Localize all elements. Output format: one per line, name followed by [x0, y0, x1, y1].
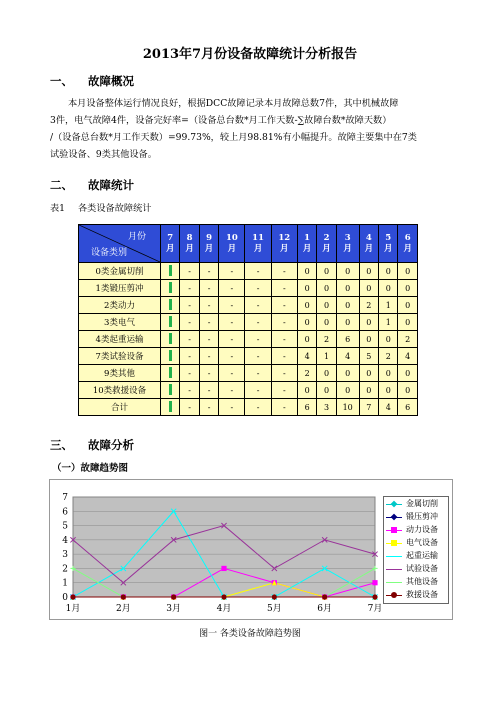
table-cell: 2: [317, 331, 336, 348]
table-row: [79, 297, 418, 314]
table-cell: 10: [336, 399, 359, 416]
month-header: [379, 225, 398, 263]
table-cell: 2: [379, 348, 398, 365]
green-marker: [169, 316, 172, 327]
table-cell: -: [219, 314, 245, 331]
legend-item: [384, 510, 448, 523]
legend-swatch: [386, 578, 402, 586]
table-cell: 4: [398, 348, 418, 365]
legend-item: [384, 575, 448, 588]
table-cell: 0: [336, 280, 359, 297]
month-unit: 月: [403, 243, 412, 254]
table-row: [79, 280, 418, 297]
table-cell: -: [271, 297, 297, 314]
section-1-title: 故障概况: [88, 74, 134, 88]
current-month-cell: [161, 314, 180, 331]
table-cell: 0: [297, 263, 316, 280]
data-point: [121, 594, 126, 599]
table-cell: 0: [297, 297, 316, 314]
y-tick-label: 6: [62, 507, 68, 518]
legend-swatch: [386, 513, 402, 521]
month-unit: 月: [364, 243, 374, 254]
table-cell: -: [219, 280, 245, 297]
legend-item: [384, 536, 448, 549]
table-cell: -: [199, 263, 218, 280]
table-cell: 0: [317, 365, 336, 382]
legend-item: [384, 549, 448, 562]
month-unit: 月: [280, 243, 289, 254]
legend-label: 起重运输: [406, 551, 438, 560]
month-header: [219, 225, 245, 263]
table-cell: -: [219, 331, 245, 348]
paragraph-line: 试验设备、9类其他设备。: [50, 149, 157, 160]
month-header: [199, 225, 218, 263]
table-cell: 6: [297, 399, 316, 416]
table-cell: -: [271, 348, 297, 365]
table-cell: 0: [398, 314, 418, 331]
legend-swatch: [386, 539, 402, 547]
green-marker: [169, 401, 172, 412]
month-header: [180, 225, 199, 263]
legend-item: [384, 588, 448, 601]
month-number: 2: [323, 232, 330, 243]
month-header: [398, 225, 418, 263]
table-cell: 0: [379, 365, 398, 382]
table-caption: [50, 200, 152, 214]
current-month-cell: [161, 280, 180, 297]
table-cell: 2: [359, 297, 378, 314]
chart-legend: [383, 496, 449, 604]
table-cell: 7: [359, 399, 378, 416]
legend-label: 电气设备: [406, 538, 438, 547]
row-category-label: 4类起重运输: [79, 331, 161, 348]
green-marker: [169, 384, 172, 395]
table-cell: 1: [379, 297, 398, 314]
row-category-label: 2类动力: [79, 297, 161, 314]
section-3-heading: [50, 437, 134, 453]
month-number: 8: [186, 232, 193, 243]
month-unit: 月: [302, 243, 312, 254]
table-cell: 4: [336, 348, 359, 365]
month-header: [297, 225, 316, 263]
x-tick-label: 5月: [266, 604, 282, 614]
month-number: 10: [225, 232, 238, 243]
table-cell: 0: [398, 263, 418, 280]
table-row: [79, 314, 418, 331]
green-marker: [169, 265, 172, 276]
green-marker: [169, 299, 172, 310]
x-tick-label: 1月: [65, 604, 81, 614]
current-month-cell: [161, 382, 180, 399]
table-cell: -: [219, 297, 245, 314]
legend-label: 试验设备: [406, 564, 438, 573]
month-unit: 月: [227, 243, 237, 254]
table-cell: -: [199, 365, 218, 382]
x-tick-label: 6月: [317, 604, 333, 614]
table-cell: -: [180, 382, 199, 399]
table-cell: -: [245, 348, 271, 365]
table-cell: 0: [317, 314, 336, 331]
month-header: [271, 225, 297, 263]
month-unit: 月: [204, 243, 214, 254]
data-point: [322, 594, 327, 599]
current-month-cell: [161, 331, 180, 348]
table-cell: 2: [297, 365, 316, 382]
table-cell: -: [199, 348, 218, 365]
fault-statistics-table: [78, 224, 418, 416]
table-cell: 6: [398, 399, 418, 416]
month-number: 1: [304, 232, 311, 243]
table-cell: -: [245, 382, 271, 399]
table-cell: -: [271, 399, 297, 416]
table-cell: 0: [297, 331, 316, 348]
month-header: [161, 225, 180, 263]
row-category-label: 9类其他: [79, 365, 161, 382]
table-cell: 0: [336, 263, 359, 280]
current-month-cell: [161, 365, 180, 382]
table-cell: 5: [359, 348, 378, 365]
section-1-number: 一、: [50, 74, 73, 88]
table-cell: 0: [297, 280, 316, 297]
month-number: 5: [385, 232, 392, 243]
table-cell: 0: [297, 314, 316, 331]
legend-swatch: [386, 500, 402, 508]
table-cell: 6: [336, 331, 359, 348]
x-tick-label: 3月: [166, 604, 182, 614]
table-cell: -: [245, 365, 271, 382]
month-number: 3: [344, 232, 351, 243]
data-point: [221, 594, 226, 599]
table-cell: 0: [398, 280, 418, 297]
y-tick-label: 2: [62, 564, 68, 575]
table-cell: 0: [398, 365, 418, 382]
x-tick-label: 7月: [367, 604, 383, 614]
table-cell: -: [180, 399, 199, 416]
y-tick-label: 3: [62, 550, 68, 561]
month-header: [359, 225, 378, 263]
row-category-label: 1类锻压剪冲: [79, 280, 161, 297]
table-cell: -: [219, 382, 245, 399]
table-cell: -: [199, 314, 218, 331]
table-cell: -: [271, 331, 297, 348]
table-cell: -: [271, 365, 297, 382]
row-category-label: 合计: [79, 399, 161, 416]
trend-chart: [49, 479, 453, 620]
table-corner-cell: [79, 225, 161, 263]
green-marker: [169, 367, 172, 378]
table-row: [79, 263, 418, 280]
table-cell: 0: [336, 314, 359, 331]
table-row: [79, 382, 418, 399]
table-caption-text: 各类设备故障统计: [78, 203, 152, 214]
row-category-label: 7类试验设备: [79, 348, 161, 365]
table-cell: 0: [317, 263, 336, 280]
row-category-label: 0类金属切削: [79, 263, 161, 280]
table-cell: -: [180, 297, 199, 314]
row-category-label: 10类救援设备: [79, 382, 161, 399]
month-header: [245, 225, 271, 263]
data-point: [372, 594, 377, 599]
section-2-heading: [50, 177, 134, 193]
table-cell: -: [219, 399, 245, 416]
data-point: [171, 594, 176, 599]
month-unit: 月: [383, 243, 393, 254]
table-cell: 0: [379, 331, 398, 348]
table-cell: 0: [379, 382, 398, 399]
table-row: [79, 365, 418, 382]
table-cell: 0: [379, 263, 398, 280]
legend-swatch: [386, 565, 402, 573]
legend-label: 动力设备: [406, 525, 438, 534]
table-cell: -: [199, 280, 218, 297]
legend-label: 锻压剪冲: [406, 512, 438, 521]
table-cell: 0: [379, 280, 398, 297]
table-cell: -: [180, 263, 199, 280]
legend-label: 救援设备: [406, 590, 438, 599]
table-cell: -: [271, 382, 297, 399]
table-cell: -: [245, 314, 271, 331]
section-2-number: 二、: [50, 178, 73, 192]
table-cell: 0: [336, 297, 359, 314]
section-2-title: 故障统计: [88, 178, 134, 192]
month-unit: 月: [253, 243, 263, 254]
legend-label: 金属切削: [406, 499, 438, 508]
table-cell: 0: [359, 263, 378, 280]
y-tick-label: 5: [62, 521, 68, 532]
table-cell: -: [245, 399, 271, 416]
current-month-cell: [161, 399, 180, 416]
green-marker: [169, 350, 172, 361]
current-month-cell: [161, 263, 180, 280]
table-header-row: [79, 225, 418, 263]
paragraph-line: 本月设备整体运行情况良好，根据DCC故障记录本月故障总数7件，其中机械故障: [68, 98, 399, 109]
green-marker: [169, 282, 172, 293]
table-cell: 0: [359, 382, 378, 399]
section-3-number: 三、: [50, 438, 73, 452]
row-category-label: 3类电气: [79, 314, 161, 331]
data-point: [372, 580, 377, 585]
table-cell: -: [219, 348, 245, 365]
month-unit: 月: [185, 243, 194, 254]
table-cell: -: [245, 297, 271, 314]
table-cell: -: [271, 263, 297, 280]
legend-swatch: [386, 552, 402, 560]
data-point: [272, 594, 277, 599]
table-cell: -: [245, 263, 271, 280]
current-month-cell: [161, 348, 180, 365]
data-point: [70, 594, 75, 599]
table-cell: 0: [317, 280, 336, 297]
green-marker: [169, 333, 172, 344]
month-header: [336, 225, 359, 263]
trend-chart-subheading: （一）故障趋势图: [52, 463, 129, 474]
table-cell: -: [219, 263, 245, 280]
y-tick-label: 1: [62, 578, 68, 589]
table-cell: -: [180, 331, 199, 348]
current-month-cell: [161, 297, 180, 314]
section-1-heading: [50, 73, 134, 89]
table-cell: 4: [297, 348, 316, 365]
table-cell: 1: [317, 348, 336, 365]
table-cell: 0: [398, 297, 418, 314]
table-cell: 0: [317, 297, 336, 314]
table-cell: -: [199, 399, 218, 416]
table-cell: -: [180, 365, 199, 382]
month-number: 4: [365, 232, 372, 243]
table-row: [79, 331, 418, 348]
table-cell: 0: [336, 382, 359, 399]
table-cell: 0: [359, 365, 378, 382]
table-cell: 0: [336, 365, 359, 382]
table-cell: 0: [297, 382, 316, 399]
month-unit: 月: [322, 243, 331, 254]
table-row: [79, 348, 418, 365]
section-3-title: 故障分析: [88, 438, 134, 452]
table-cell: 2: [398, 331, 418, 348]
figure-caption: 图一 各类设备故障趋势图: [199, 629, 301, 639]
table-cell: 0: [359, 280, 378, 297]
legend-item: [384, 497, 448, 510]
x-tick-label: 4月: [216, 604, 232, 614]
x-tick-label: 2月: [115, 604, 131, 614]
table-cell: -: [245, 331, 271, 348]
table-cell: 0: [398, 382, 418, 399]
table-cell: 0: [359, 314, 378, 331]
legend-label: 其他设备: [406, 577, 438, 586]
table-cell: 0: [317, 382, 336, 399]
paragraph-line: 3件，电气故障4件，设备完好率=（设备总台数*月工作天数-∑故障台数*故障天数）: [50, 115, 392, 126]
corner-month-label: 月份: [127, 232, 146, 242]
legend-swatch: [386, 591, 402, 599]
table-cell: -: [219, 365, 245, 382]
paragraph-line: /（设备总台数*月工作天数）=99.73%，较上月98.81%有小幅提升。故障主要集中在7类: [50, 132, 417, 143]
table-row: [79, 399, 418, 416]
table-cell: -: [180, 348, 199, 365]
table-cell: -: [199, 331, 218, 348]
table-cell: -: [180, 280, 199, 297]
legend-item: [384, 562, 448, 575]
y-tick-label: 7: [62, 493, 68, 503]
y-tick-label: 0: [62, 593, 68, 603]
month-number: 7: [167, 232, 174, 243]
table-cell: -: [271, 280, 297, 297]
table-cell: -: [180, 314, 199, 331]
month-unit: 月: [165, 243, 175, 254]
data-point: [221, 566, 226, 571]
report-title: 2013年7月份设备故障统计分析报告: [142, 47, 358, 62]
legend-item: [384, 523, 448, 536]
table-caption-number: 表1: [50, 203, 66, 214]
y-tick-label: 4: [62, 535, 68, 546]
month-number: 6: [404, 232, 411, 243]
table-cell: 4: [379, 399, 398, 416]
month-number: 12: [278, 232, 291, 243]
plot-area: [73, 497, 375, 597]
table-cell: -: [199, 297, 218, 314]
corner-category-label: 设备类别: [91, 248, 128, 258]
month-header: [317, 225, 336, 263]
month-unit: 月: [343, 243, 352, 254]
month-number: 9: [206, 232, 213, 243]
table-cell: -: [199, 382, 218, 399]
legend-swatch: [386, 526, 402, 534]
table-cell: 0: [359, 331, 378, 348]
overview-paragraph: [50, 95, 455, 163]
table-cell: 1: [379, 314, 398, 331]
month-number: 11: [252, 232, 265, 243]
table-cell: -: [245, 280, 271, 297]
table-cell: -: [271, 314, 297, 331]
table-cell: 3: [317, 399, 336, 416]
